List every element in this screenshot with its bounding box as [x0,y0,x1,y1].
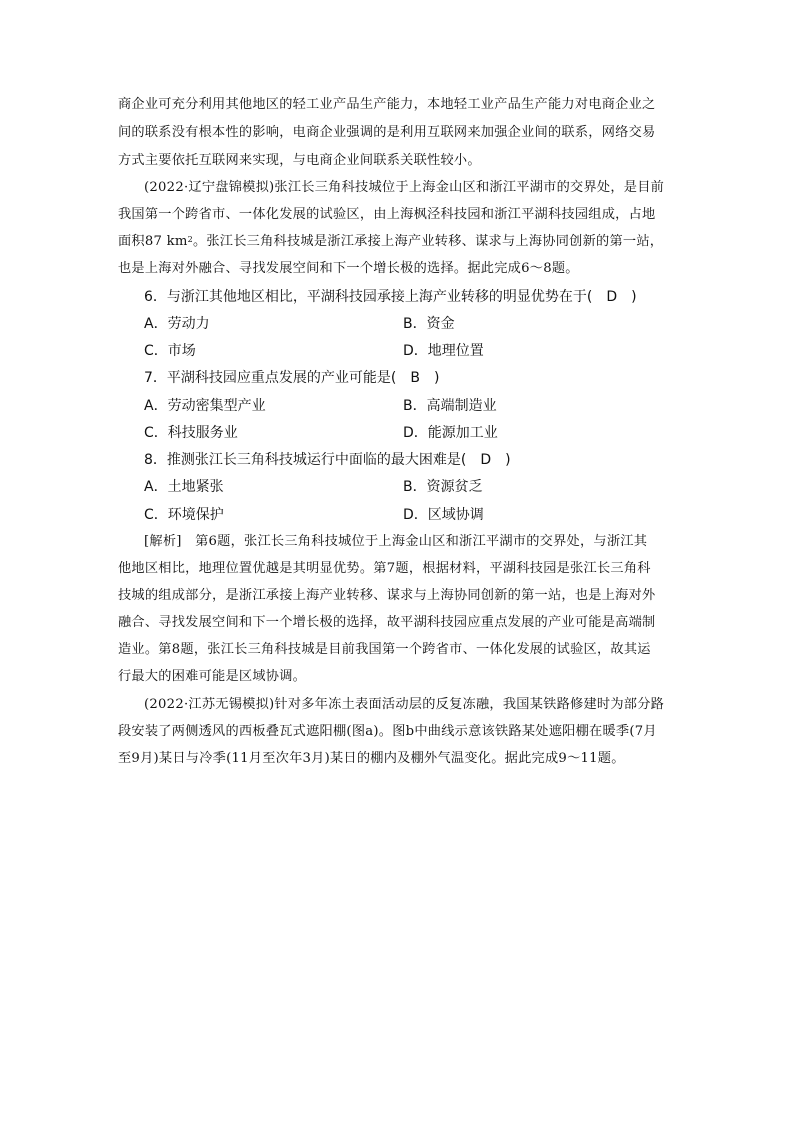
analysis-line1: [解析] 第6题，张江长三角科技城位于上海金山区和浙江平湖市的交界处，与浙江其 [144,534,648,549]
question-7-option-d: D．能源加工业 [403,425,498,441]
question-6-option-d: D．地理位置 [403,343,484,359]
passage1-line3: 方式主要依托互联网来实现，与电商企业间联系关联性较小。 [118,153,481,168]
passage3-line1: (2022·江苏无锡模拟)针对多年冻土表面活动层的反复冻融，我国某铁路修建时为部分路 [144,697,665,712]
question-8-stem: 8．推测张江长三角科技城运行中面临的最大困难是( D ) [144,452,511,468]
question-8-option-b: B．资源贫乏 [403,479,483,495]
passage2-line4: 也是上海对外融合、寻找发展空间和下一个增长极的选择。据此完成6～8题。 [118,261,579,276]
superscript-2: 2 [187,235,193,244]
question-7-option-b: B．高端制造业 [403,398,497,414]
question-7-option-a: A．劳动密集型产业 [144,398,266,414]
passage3-line2: 段安装了两侧透风的西板叠瓦式遮阳棚(图a)。图b中曲线示意该铁路某处遮阳棚在暖季(7月 [118,724,657,739]
analysis-line5: 造业。第8题，张江长三角科技城是目前我国第一个跨省市、一体化发展的试验区，故其运 [118,642,651,657]
analysis-line6: 行最大的困难可能是区域协调。 [118,669,307,684]
question-6-option-b: B．资金 [403,316,455,332]
question-6-stem: 6．与浙江其他地区相比，平湖科技园承接上海产业转移的明显优势在于( D ) [144,289,637,305]
passage1-line1: 商企业可充分利用其他地区的轻工业产品生产能力，本地轻工业产品生产能力对电商企业之 [118,97,656,112]
passage2-line3-b: 。张江长三角科技城是浙江承接上海产业转移、谋求与上海协同创新的第一站， [192,234,664,249]
question-8-option-a: A．土地紧张 [144,479,224,495]
question-8-option-d: D．区域协调 [403,507,484,523]
analysis-line4: 融合、寻找发展空间和下一个增长极的选择，故平湖科技园应重点发展的产业可能是高端制 [118,615,656,630]
passage2-line1: (2022·辽宁盘锦模拟)张江长三角科技城位于上海金山区和浙江平湖市的交界处，是目前 [144,180,665,195]
question-6-option-c: C．市场 [144,343,196,359]
analysis-line3: 技城的组成部分，是浙江承接上海产业转移、谋求与上海协同创新的第一站，也是上海对外 [118,588,656,603]
passage1-line2: 间的联系没有根本性的影响，电商企业强调的是利用互联网来加强企业间的联系，网络交易 [118,125,656,140]
question-7-stem: 7．平湖科技园应重点发展的产业可能是( B ) [144,370,440,386]
question-6-option-a: A．劳动力 [144,316,210,332]
question-8-option-c: C．环境保护 [144,507,224,523]
question-7-option-c: C．科技服务业 [144,425,238,441]
analysis-line2: 他地区相比，地理位置优越是其明显优势。第7题，根据材料，平湖科技园是张江长三角科 [118,561,651,576]
passage2-line2: 我国第一个跨省市、一体化发展的试验区，由上海枫泾科技园和浙江平湖科技园组成，占地 [118,207,656,222]
passage3-line3: 至9月)某日与冷季(11月至次年3月)某日的棚内及棚外气温变化。据此完成9～11题。 [118,751,625,766]
passage2-line3 [118,233,678,251]
passage2-line3-a: 面积87 km [118,234,188,249]
